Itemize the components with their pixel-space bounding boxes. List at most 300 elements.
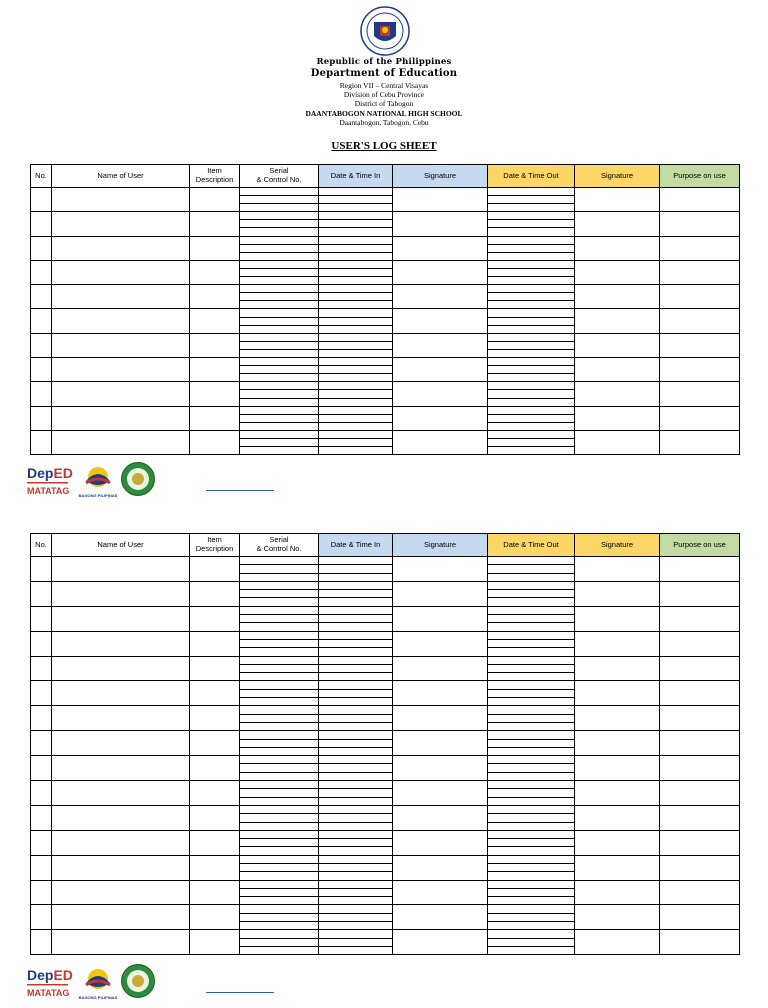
- log-cell[interactable]: [240, 557, 319, 582]
- log-cell[interactable]: [319, 656, 393, 681]
- log-cell[interactable]: [52, 756, 190, 781]
- log-cell[interactable]: [52, 805, 190, 830]
- log-row: [31, 285, 740, 309]
- region-line: Region VII – Central Visayas: [339, 81, 429, 90]
- log-cell[interactable]: [575, 905, 660, 930]
- log-cell[interactable]: [393, 333, 488, 357]
- log-row: [31, 212, 740, 236]
- log-cell[interactable]: [488, 805, 575, 830]
- col-signature-in: Signature: [393, 534, 488, 557]
- deped-seal-icon: [360, 6, 410, 56]
- log-cell[interactable]: [319, 930, 393, 955]
- log-cell[interactable]: [319, 805, 393, 830]
- log-cell[interactable]: [575, 260, 660, 284]
- log-cell[interactable]: [575, 930, 660, 955]
- log-cell[interactable]: [393, 430, 488, 454]
- log-cell[interactable]: [190, 631, 240, 656]
- log-table-1: [30, 164, 740, 455]
- log-cell[interactable]: [240, 260, 319, 284]
- log-cell[interactable]: [660, 212, 740, 236]
- log-cell[interactable]: [190, 430, 240, 454]
- log-row: [31, 406, 740, 430]
- log-cell[interactable]: [488, 406, 575, 430]
- log-cell[interactable]: [190, 309, 240, 333]
- log-cell[interactable]: [31, 309, 52, 333]
- col-serial: Serial & Control No.: [240, 165, 319, 188]
- log-cell[interactable]: [488, 430, 575, 454]
- log-cell[interactable]: [240, 631, 319, 656]
- log-cell[interactable]: [575, 557, 660, 582]
- log-cell[interactable]: [575, 855, 660, 880]
- log-cell[interactable]: [31, 358, 52, 382]
- log-cell[interactable]: [190, 581, 240, 606]
- log-cell[interactable]: [190, 382, 240, 406]
- log-cell[interactable]: [660, 656, 740, 681]
- log-cell[interactable]: [488, 358, 575, 382]
- log-cell[interactable]: [52, 260, 190, 284]
- log-cell[interactable]: [240, 606, 319, 631]
- svg-text:DepED: DepED: [27, 465, 73, 481]
- log-cell[interactable]: [52, 855, 190, 880]
- log-cell[interactable]: [240, 756, 319, 781]
- log-cell[interactable]: [190, 830, 240, 855]
- log-cell[interactable]: [660, 581, 740, 606]
- log-cell[interactable]: [488, 557, 575, 582]
- log-cell[interactable]: [240, 358, 319, 382]
- log-cell[interactable]: [52, 880, 190, 905]
- log-cell[interactable]: [488, 905, 575, 930]
- log-cell[interactable]: [488, 681, 575, 706]
- page-title: USER'S LOG SHEET: [331, 140, 437, 152]
- log-cell[interactable]: [190, 855, 240, 880]
- log-cell[interactable]: [393, 905, 488, 930]
- log-cell[interactable]: [31, 333, 52, 357]
- log-cell[interactable]: [31, 581, 52, 606]
- log-cell[interactable]: [393, 830, 488, 855]
- log-row: [31, 581, 740, 606]
- log-cell[interactable]: [488, 212, 575, 236]
- log-cell[interactable]: [319, 880, 393, 905]
- log-cell[interactable]: [488, 781, 575, 806]
- log-cell[interactable]: [240, 930, 319, 955]
- col-name: Name of User: [52, 165, 190, 188]
- log-cell[interactable]: [488, 382, 575, 406]
- log-cell[interactable]: [319, 855, 393, 880]
- log-cell[interactable]: [190, 212, 240, 236]
- log-cell[interactable]: [52, 382, 190, 406]
- log-cell[interactable]: [488, 756, 575, 781]
- school-address: Daantabogon, Tabogon, Cebu: [339, 118, 429, 127]
- log-cell[interactable]: [575, 805, 660, 830]
- footer-logos-1: [25, 461, 285, 501]
- log-cell[interactable]: [52, 430, 190, 454]
- log-cell[interactable]: [190, 681, 240, 706]
- log-cell[interactable]: [575, 656, 660, 681]
- log-cell[interactable]: [31, 805, 52, 830]
- log-cell[interactable]: [660, 557, 740, 582]
- log-cell[interactable]: [240, 430, 319, 454]
- log-cell[interactable]: [240, 706, 319, 731]
- log-cell[interactable]: [319, 406, 393, 430]
- log-row: [31, 309, 740, 333]
- log-cell[interactable]: [575, 706, 660, 731]
- log-cell[interactable]: [319, 606, 393, 631]
- log-row: [31, 430, 740, 454]
- log-cell[interactable]: [393, 606, 488, 631]
- log-cell[interactable]: [190, 333, 240, 357]
- log-cell[interactable]: [190, 756, 240, 781]
- log-cell[interactable]: [31, 756, 52, 781]
- log-cell[interactable]: [240, 236, 319, 260]
- log-cell[interactable]: [52, 905, 190, 930]
- log-cell[interactable]: [393, 406, 488, 430]
- log-cell[interactable]: [319, 430, 393, 454]
- log-cell[interactable]: [488, 309, 575, 333]
- log-cell[interactable]: [190, 731, 240, 756]
- col-time-in: Date & Time In: [319, 534, 393, 557]
- log-cell[interactable]: [319, 905, 393, 930]
- log-cell[interactable]: [319, 781, 393, 806]
- log-cell[interactable]: [660, 188, 740, 212]
- log-cell[interactable]: [660, 236, 740, 260]
- log-row: [31, 756, 740, 781]
- school-name: DAANTABOGON NATIONAL HIGH SCHOOL: [305, 109, 463, 118]
- col-serial: Serial & Control No.: [240, 534, 319, 557]
- log-cell[interactable]: [660, 358, 740, 382]
- log-cell[interactable]: [660, 756, 740, 781]
- log-cell[interactable]: [52, 930, 190, 955]
- col-name: Name of User: [52, 534, 190, 557]
- log-cell[interactable]: [575, 406, 660, 430]
- log-cell[interactable]: [575, 830, 660, 855]
- log-cell[interactable]: [393, 706, 488, 731]
- log-cell[interactable]: [31, 557, 52, 582]
- col-time-out: Date & Time Out: [488, 165, 575, 188]
- log-cell[interactable]: [393, 656, 488, 681]
- log-cell[interactable]: [190, 260, 240, 284]
- log-cell[interactable]: [488, 930, 575, 955]
- log-cell[interactable]: [31, 406, 52, 430]
- log-cell[interactable]: [52, 706, 190, 731]
- log-cell[interactable]: [660, 631, 740, 656]
- log-cell[interactable]: [319, 706, 393, 731]
- col-purpose: Purpose on use: [660, 534, 740, 557]
- log-cell[interactable]: [52, 681, 190, 706]
- log-row: [31, 880, 740, 905]
- log-cell[interactable]: [31, 706, 52, 731]
- log-cell[interactable]: [393, 731, 488, 756]
- log-cell[interactable]: [190, 236, 240, 260]
- log-cell[interactable]: [575, 880, 660, 905]
- log-cell[interactable]: [190, 406, 240, 430]
- log-cell[interactable]: [393, 855, 488, 880]
- log-cell[interactable]: [190, 781, 240, 806]
- log-cell[interactable]: [319, 581, 393, 606]
- log-row: [31, 631, 740, 656]
- log-row: [31, 557, 740, 582]
- log-cell[interactable]: [240, 805, 319, 830]
- col-time-out: Date & Time Out: [488, 534, 575, 557]
- log-cell[interactable]: [660, 731, 740, 756]
- log-cell[interactable]: [319, 188, 393, 212]
- log-cell[interactable]: [31, 930, 52, 955]
- log-cell[interactable]: [393, 358, 488, 382]
- log-cell[interactable]: [393, 781, 488, 806]
- school-seal-icon: [120, 461, 156, 497]
- log-cell[interactable]: [240, 212, 319, 236]
- svg-text:MATATAG: MATATAG: [27, 988, 70, 998]
- log-cell[interactable]: [319, 382, 393, 406]
- log-cell[interactable]: [31, 905, 52, 930]
- log-cell[interactable]: [393, 260, 488, 284]
- log-cell[interactable]: [240, 309, 319, 333]
- col-item: Item Description: [190, 165, 240, 188]
- log-cell[interactable]: [240, 830, 319, 855]
- log-cell[interactable]: [240, 781, 319, 806]
- log-cell[interactable]: [488, 631, 575, 656]
- log-cell[interactable]: [393, 805, 488, 830]
- log-cell[interactable]: [660, 855, 740, 880]
- log-cell[interactable]: [488, 236, 575, 260]
- log-cell[interactable]: [31, 188, 52, 212]
- svg-text:MATATAG: MATATAG: [27, 486, 70, 496]
- footer-link-line: [206, 992, 274, 993]
- log-cell[interactable]: [393, 681, 488, 706]
- log-cell[interactable]: [52, 830, 190, 855]
- col-item: Item Description: [190, 534, 240, 557]
- col-no: No.: [31, 165, 52, 188]
- log-cell[interactable]: [52, 236, 190, 260]
- log-cell[interactable]: [319, 333, 393, 357]
- log-cell[interactable]: [575, 631, 660, 656]
- log-cell[interactable]: [240, 382, 319, 406]
- log-cell[interactable]: [31, 656, 52, 681]
- log-cell[interactable]: [575, 188, 660, 212]
- log-cell[interactable]: [240, 285, 319, 309]
- log-cell[interactable]: [190, 606, 240, 631]
- log-cell[interactable]: [575, 731, 660, 756]
- log-cell[interactable]: [393, 212, 488, 236]
- log-cell[interactable]: [660, 606, 740, 631]
- log-cell[interactable]: [660, 681, 740, 706]
- log-cell[interactable]: [575, 756, 660, 781]
- log-cell[interactable]: [488, 830, 575, 855]
- log-cell[interactable]: [488, 731, 575, 756]
- log-cell[interactable]: [393, 756, 488, 781]
- log-cell[interactable]: [575, 285, 660, 309]
- log-cell[interactable]: [190, 880, 240, 905]
- log-cell[interactable]: [31, 430, 52, 454]
- log-cell[interactable]: [240, 656, 319, 681]
- log-cell[interactable]: [240, 731, 319, 756]
- log-cell[interactable]: [575, 581, 660, 606]
- log-cell[interactable]: [488, 656, 575, 681]
- log-cell[interactable]: [660, 930, 740, 955]
- log-cell[interactable]: [240, 905, 319, 930]
- log-cell[interactable]: [31, 260, 52, 284]
- log-row: [31, 905, 740, 930]
- log-cell[interactable]: [240, 855, 319, 880]
- log-cell[interactable]: [575, 382, 660, 406]
- department-line: Department of Education: [310, 68, 458, 79]
- log-cell[interactable]: [52, 606, 190, 631]
- log-cell[interactable]: [393, 236, 488, 260]
- log-row: [31, 606, 740, 631]
- log-cell[interactable]: [488, 188, 575, 212]
- log-cell[interactable]: [319, 285, 393, 309]
- log-cell[interactable]: [31, 382, 52, 406]
- log-cell[interactable]: [660, 309, 740, 333]
- col-no: No.: [31, 534, 52, 557]
- log-cell[interactable]: [393, 880, 488, 905]
- log-cell[interactable]: [660, 830, 740, 855]
- log-cell[interactable]: [575, 333, 660, 357]
- log-cell[interactable]: [575, 358, 660, 382]
- log-cell[interactable]: [240, 581, 319, 606]
- log-cell[interactable]: [488, 260, 575, 284]
- log-cell[interactable]: [190, 285, 240, 309]
- log-cell[interactable]: [575, 430, 660, 454]
- log-cell[interactable]: [319, 631, 393, 656]
- log-cell[interactable]: [319, 236, 393, 260]
- log-cell[interactable]: [31, 855, 52, 880]
- log-cell[interactable]: [52, 656, 190, 681]
- log-cell[interactable]: [660, 706, 740, 731]
- log-cell[interactable]: [240, 880, 319, 905]
- log-row: [31, 830, 740, 855]
- log-row: [31, 781, 740, 806]
- log-cell[interactable]: [575, 212, 660, 236]
- log-cell[interactable]: [660, 880, 740, 905]
- log-cell[interactable]: [393, 557, 488, 582]
- log-cell[interactable]: [488, 706, 575, 731]
- footer-link-line: [206, 490, 274, 491]
- log-row: [31, 656, 740, 681]
- col-signature-out: Signature: [575, 165, 660, 188]
- log-cell[interactable]: [319, 756, 393, 781]
- log-cell[interactable]: [190, 805, 240, 830]
- log-cell[interactable]: [575, 309, 660, 333]
- log-row: [31, 260, 740, 284]
- log-cell[interactable]: [393, 631, 488, 656]
- log-cell[interactable]: [240, 333, 319, 357]
- school-seal-icon: [120, 963, 156, 999]
- log-cell[interactable]: [488, 581, 575, 606]
- log-cell[interactable]: [660, 781, 740, 806]
- log-cell[interactable]: [393, 930, 488, 955]
- log-cell[interactable]: [319, 681, 393, 706]
- log-cell[interactable]: [660, 406, 740, 430]
- log-cell[interactable]: [31, 880, 52, 905]
- log-cell[interactable]: [319, 309, 393, 333]
- log-cell[interactable]: [190, 930, 240, 955]
- log-cell[interactable]: [52, 581, 190, 606]
- log-cell[interactable]: [660, 805, 740, 830]
- log-cell[interactable]: [660, 430, 740, 454]
- log-cell[interactable]: [488, 285, 575, 309]
- log-cell[interactable]: [240, 681, 319, 706]
- log-cell[interactable]: [660, 905, 740, 930]
- log-cell[interactable]: [393, 188, 488, 212]
- log-cell[interactable]: [52, 631, 190, 656]
- log-cell[interactable]: [660, 285, 740, 309]
- log-row: [31, 188, 740, 212]
- log-cell[interactable]: [660, 333, 740, 357]
- log-cell[interactable]: [575, 681, 660, 706]
- log-cell[interactable]: [393, 309, 488, 333]
- log-cell[interactable]: [190, 706, 240, 731]
- log-cell[interactable]: [488, 855, 575, 880]
- log-cell[interactable]: [240, 406, 319, 430]
- republic-line: Republic of the Philippines: [316, 57, 452, 67]
- log-cell[interactable]: [31, 236, 52, 260]
- log-cell[interactable]: [393, 285, 488, 309]
- log-cell[interactable]: [319, 358, 393, 382]
- svg-text:DepED: DepED: [27, 967, 73, 983]
- log-cell[interactable]: [575, 781, 660, 806]
- log-cell[interactable]: [319, 557, 393, 582]
- division-line: Division of Cebu Province: [343, 90, 425, 99]
- log-row: [31, 681, 740, 706]
- log-cell[interactable]: [31, 830, 52, 855]
- log-cell[interactable]: [393, 382, 488, 406]
- log-row: [31, 382, 740, 406]
- log-cell[interactable]: [31, 681, 52, 706]
- log-cell[interactable]: [31, 781, 52, 806]
- log-cell[interactable]: [52, 188, 190, 212]
- log-cell[interactable]: [52, 557, 190, 582]
- log-cell[interactable]: [31, 731, 52, 756]
- log-cell[interactable]: [31, 212, 52, 236]
- col-signature-in: Signature: [393, 165, 488, 188]
- log-cell[interactable]: [488, 333, 575, 357]
- log-cell[interactable]: [52, 781, 190, 806]
- log-row: [31, 333, 740, 357]
- log-cell[interactable]: [319, 731, 393, 756]
- log-cell[interactable]: [660, 260, 740, 284]
- log-cell[interactable]: [575, 236, 660, 260]
- log-row: [31, 358, 740, 382]
- log-cell[interactable]: [660, 382, 740, 406]
- log-cell[interactable]: [488, 880, 575, 905]
- log-cell[interactable]: [52, 358, 190, 382]
- log-cell[interactable]: [488, 606, 575, 631]
- log-cell[interactable]: [240, 188, 319, 212]
- log-row: [31, 731, 740, 756]
- log-cell[interactable]: [190, 905, 240, 930]
- log-cell[interactable]: [52, 333, 190, 357]
- log-cell[interactable]: [31, 606, 52, 631]
- log-cell[interactable]: [52, 406, 190, 430]
- svg-text:BAGONG PILIPINAS: BAGONG PILIPINAS: [78, 493, 118, 498]
- log-cell[interactable]: [190, 656, 240, 681]
- log-cell[interactable]: [52, 731, 190, 756]
- log-cell[interactable]: [31, 285, 52, 309]
- log-cell[interactable]: [319, 260, 393, 284]
- log-cell[interactable]: [319, 212, 393, 236]
- log-cell[interactable]: [190, 557, 240, 582]
- log-cell[interactable]: [190, 188, 240, 212]
- log-cell[interactable]: [319, 830, 393, 855]
- log-cell[interactable]: [52, 309, 190, 333]
- log-cell[interactable]: [31, 631, 52, 656]
- log-cell[interactable]: [393, 581, 488, 606]
- svg-text:BAGONG PILIPINAS: BAGONG PILIPINAS: [78, 995, 118, 1000]
- log-cell[interactable]: [52, 285, 190, 309]
- log-cell[interactable]: [190, 358, 240, 382]
- log-cell[interactable]: [52, 212, 190, 236]
- log-cell[interactable]: [575, 606, 660, 631]
